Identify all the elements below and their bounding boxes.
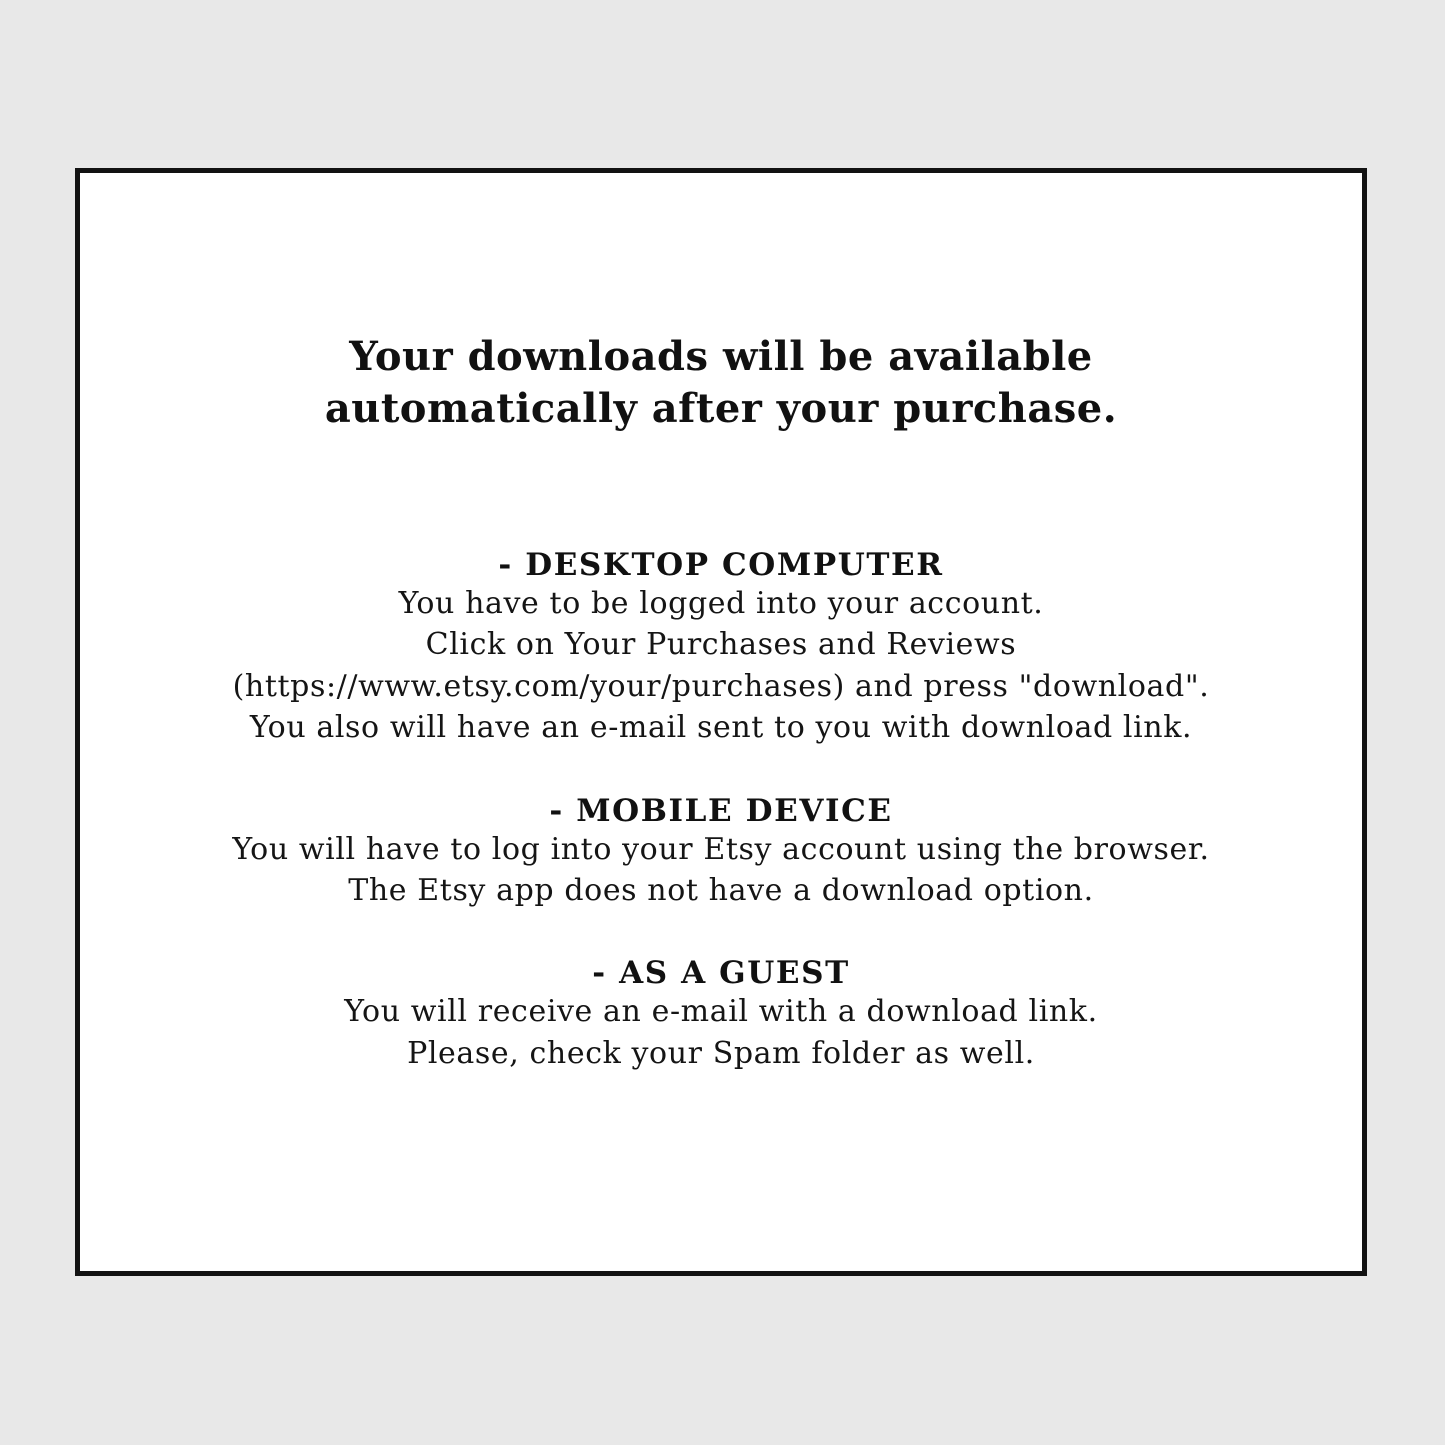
section-guest-line-2: Please, check your Spam folder as well. (407, 1035, 1035, 1071)
section-as-a-guest (80, 955, 1362, 1074)
page-title (140, 331, 1302, 435)
section-desktop-line-3: (https://www.etsy.com/your/purchases) and press "download". (232, 668, 1210, 704)
section-guest-line-1: You will receive an e-mail with a download link. (344, 994, 1098, 1030)
section-title-mobile: - MOBILE DEVICE (549, 792, 893, 829)
section-desktop-computer (80, 547, 1362, 749)
headline-line-2: automatically after your purchase. (324, 385, 1118, 432)
section-mobile-line-1: You will have to log into your Etsy account using the browser. (232, 831, 1210, 867)
section-mobile-line-2: The Etsy app does not have a download option. (348, 872, 1094, 908)
section-desktop-line-1: You have to be logged into your account. (398, 586, 1044, 621)
section-title-guest: - AS A GUEST (592, 955, 850, 992)
section-mobile-device (80, 793, 1362, 912)
section-desktop-line-2: Click on Your Purchases and Reviews (425, 627, 1017, 663)
card-content (80, 331, 1362, 1074)
headline-line-1: Your downloads will be available (349, 333, 1093, 380)
section-desktop-line-4: You also will have an e-mail sent to you with download link. (249, 710, 1193, 746)
section-title-desktop: - DESKTOP COMPUTER (498, 547, 944, 583)
instruction-card (75, 168, 1367, 1276)
